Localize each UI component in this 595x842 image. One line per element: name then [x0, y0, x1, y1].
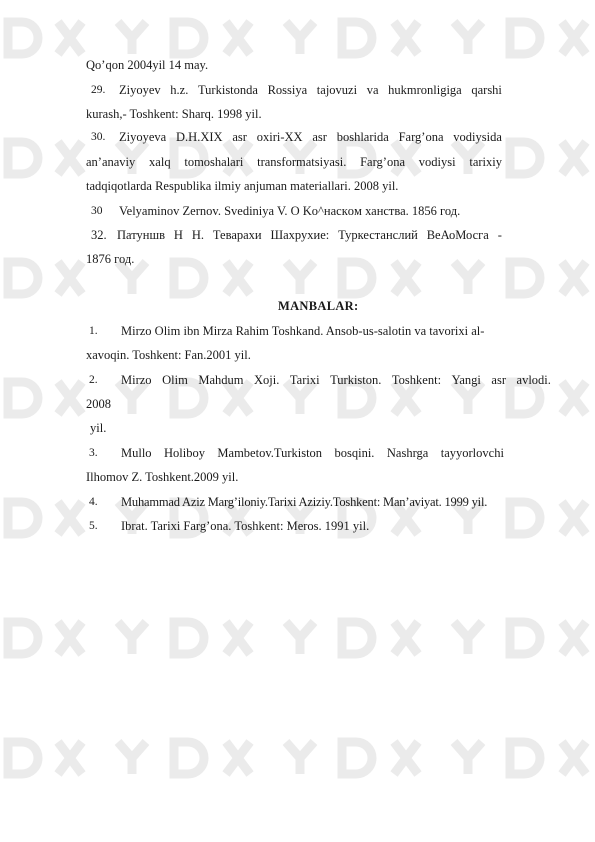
ref-29-line2: kurash,- Toshkent: Sharq. 1998 yil.	[86, 107, 262, 121]
ref-word: tomoshalari	[184, 155, 244, 169]
ref-word: Farg’ona	[398, 130, 444, 144]
source-word: asr	[491, 373, 506, 387]
ref-30-line3: tadqiqotlarda Respublika ilmiy anjuman materiallari. 2008 yil.	[86, 179, 399, 193]
source-word: Mahdum	[198, 373, 244, 387]
ref-word: Turkistonda	[197, 83, 258, 97]
ref-word: boshlarida	[336, 130, 389, 144]
source-word: Holiboy	[164, 446, 205, 460]
ref-number: 30.	[91, 131, 106, 143]
ref-30b-line1: Velyaminov Zernov. Svediniya V. O Ko^нacкoм ханства. 1856 год.	[119, 204, 461, 218]
source-number: 2.	[89, 374, 98, 386]
ref-number: 32.	[91, 228, 107, 242]
ref-word: D.H.XIX	[176, 130, 223, 144]
ref-word: vodiysi	[418, 155, 456, 169]
ref-word: ВеАоМосга	[426, 228, 489, 242]
source-number: 4.	[89, 496, 98, 508]
source-5-line1: Ibrat. Tarixi Farg’ona. Toshkent: Meros. 1991 yil.	[121, 519, 370, 533]
ref-number: 30	[91, 205, 103, 217]
ref-word: Н	[173, 228, 183, 242]
manbalar-heading: MANBALAR:	[278, 299, 359, 313]
ref-word: qarshi	[471, 83, 502, 97]
source-2-line3: yil.	[90, 421, 107, 435]
ref-word: oxiri-XX	[256, 130, 303, 144]
source-word: Tarixi	[289, 373, 320, 387]
source-word: Mullo	[121, 446, 152, 460]
source-1-line2: xavoqin. Toshkent: Fan.2001 yil.	[86, 348, 251, 362]
ref-word: asr	[232, 130, 247, 144]
ref-30-line2	[86, 154, 502, 170]
ref-word: Ziyoyeva	[119, 130, 167, 144]
ref-word: an’anaviy	[86, 155, 136, 169]
source-word: Xoji.	[254, 373, 280, 387]
source-word: tayyorlovchi	[440, 446, 504, 460]
ref-30-line1	[119, 129, 502, 145]
ref-word: Теварахи	[212, 228, 262, 242]
source-2-line1	[121, 372, 551, 388]
ref-word: tajovuzi	[316, 83, 358, 97]
source-number: 3.	[89, 447, 98, 459]
source-3-line2: Ilhomov Z. Toshkent.2009 yil.	[86, 470, 239, 484]
source-word: avlodi.	[516, 373, 551, 387]
ref-32-line2: 1876 год.	[86, 252, 135, 266]
source-word: Nashrga	[386, 446, 429, 460]
ref-word: va	[366, 83, 379, 97]
source-2-line2: 2008	[86, 397, 111, 411]
ref-word: vodiysida	[453, 130, 502, 144]
source-word: bosqini.	[334, 446, 375, 460]
ref-word: tarixiy	[469, 155, 502, 169]
source-number: 1.	[89, 325, 98, 337]
ref-word: Туркестанслий	[338, 228, 418, 242]
ref-word: transformatsiyasi.	[257, 155, 347, 169]
ref-32-line1	[117, 227, 502, 243]
ref-word: Патуншв	[117, 228, 166, 242]
ref-29-line1	[119, 82, 502, 98]
intro-line: Qo’qon 2004yil 14 may.	[86, 58, 209, 72]
source-word: Mambetov.Turkiston	[217, 446, 323, 460]
source-number: 5.	[89, 520, 98, 532]
ref-word: Rossiya	[267, 83, 308, 97]
ref-word: h.z.	[170, 83, 189, 97]
ref-number: 29.	[91, 84, 106, 96]
source-3-line1	[121, 445, 504, 461]
source-word: Yangi	[451, 373, 481, 387]
source-word: Turkiston.	[330, 373, 382, 387]
ref-word: Н.	[191, 228, 204, 242]
source-1-line1: Mirzo Olim ibn Mirza Rahim Toshkand. Ansob-us-salotin va tavorixi al-	[121, 324, 485, 338]
ref-word: -	[497, 228, 502, 242]
source-4-line1: Muhammad Aziz Marg’iloniy.Tarixi Aziziy.Toshkent: Man’aviyat. 1999 yil.	[121, 495, 488, 509]
source-word: Toshkent:	[391, 373, 442, 387]
ref-word: hukmronligiga	[388, 83, 462, 97]
ref-word: Ziyoyev	[119, 83, 161, 97]
ref-word: Шахрухие:	[270, 228, 330, 242]
source-word: Mirzo	[121, 373, 152, 387]
ref-word: xalq	[149, 155, 171, 169]
ref-word: Farg’ona	[360, 155, 406, 169]
source-word: Olim	[162, 373, 188, 387]
ref-word: asr	[312, 130, 327, 144]
